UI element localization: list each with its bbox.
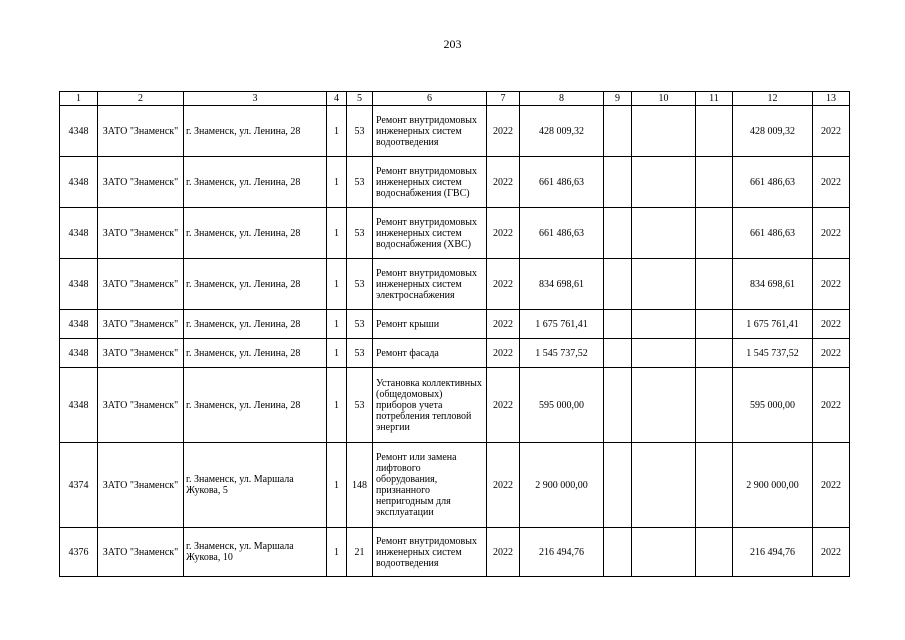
cell-total-cost: 1 545 737,52 bbox=[520, 339, 604, 368]
cell-col10 bbox=[632, 310, 696, 339]
cell-address: г. Знаменск, ул. Маршала Жукова, 5 bbox=[184, 443, 327, 528]
table-row bbox=[60, 259, 850, 310]
table-row bbox=[60, 208, 850, 259]
cell-col10 bbox=[632, 368, 696, 443]
cell-address: г. Знаменск, ул. Ленина, 28 bbox=[184, 259, 327, 310]
table-row bbox=[60, 106, 850, 157]
cell-work-type: Ремонт внутридомовых инженерных систем водоснабжения (ХВС) bbox=[373, 208, 487, 259]
cell-col9 bbox=[604, 106, 632, 157]
column-header: 3 bbox=[184, 92, 327, 106]
cell-object-id: 4348 bbox=[60, 157, 98, 208]
cell-total-cost: 1 675 761,41 bbox=[520, 310, 604, 339]
cell-col9 bbox=[604, 339, 632, 368]
cell-year: 2022 bbox=[487, 339, 520, 368]
cell-col10 bbox=[632, 157, 696, 208]
table-row bbox=[60, 310, 850, 339]
cell-col4: 1 bbox=[327, 106, 347, 157]
cell-col11 bbox=[696, 528, 733, 577]
cell-col9 bbox=[604, 368, 632, 443]
cell-municipality: ЗАТО "Знаменск" bbox=[98, 157, 184, 208]
cell-work-type: Установка коллективных (общедомовых) приборов учета потребления тепловой энергии bbox=[373, 368, 487, 443]
cell-address: г. Знаменск, ул. Маршала Жукова, 10 bbox=[184, 528, 327, 577]
page-number: 203 bbox=[443, 37, 462, 51]
cell-col13: 2022 bbox=[813, 208, 850, 259]
cell-object-id: 4348 bbox=[60, 259, 98, 310]
cell-total-cost: 2 900 000,00 bbox=[520, 443, 604, 528]
column-header: 13 bbox=[813, 92, 850, 106]
cell-col5: 53 bbox=[347, 157, 373, 208]
cell-col11 bbox=[696, 368, 733, 443]
cell-object-id: 4348 bbox=[60, 368, 98, 443]
cell-year: 2022 bbox=[487, 157, 520, 208]
column-header: 11 bbox=[696, 92, 733, 106]
cell-col13: 2022 bbox=[813, 528, 850, 577]
cell-municipality: ЗАТО "Знаменск" bbox=[98, 208, 184, 259]
cell-total-cost: 661 486,63 bbox=[520, 208, 604, 259]
cell-col5: 53 bbox=[347, 106, 373, 157]
cell-object-id: 4348 bbox=[60, 208, 98, 259]
column-header: 12 bbox=[733, 92, 813, 106]
cell-address: г. Знаменск, ул. Ленина, 28 bbox=[184, 368, 327, 443]
cell-total-cost: 834 698,61 bbox=[520, 259, 604, 310]
cell-col9 bbox=[604, 208, 632, 259]
cell-col5: 53 bbox=[347, 339, 373, 368]
cell-address: г. Знаменск, ул. Ленина, 28 bbox=[184, 106, 327, 157]
table-row bbox=[60, 443, 850, 528]
cell-col4: 1 bbox=[327, 368, 347, 443]
cell-col5: 53 bbox=[347, 259, 373, 310]
cell-work-type: Ремонт внутридомовых инженерных систем водоснабжения (ГВС) bbox=[373, 157, 487, 208]
cell-object-id: 4374 bbox=[60, 443, 98, 528]
cell-year: 2022 bbox=[487, 208, 520, 259]
cell-col12: 661 486,63 bbox=[733, 157, 813, 208]
cell-col11 bbox=[696, 443, 733, 528]
cell-col9 bbox=[604, 157, 632, 208]
cell-col10 bbox=[632, 259, 696, 310]
cell-col13: 2022 bbox=[813, 368, 850, 443]
cell-col10 bbox=[632, 208, 696, 259]
cell-year: 2022 bbox=[487, 310, 520, 339]
cell-col13: 2022 bbox=[813, 310, 850, 339]
column-header: 8 bbox=[520, 92, 604, 106]
cell-year: 2022 bbox=[487, 259, 520, 310]
cell-col4: 1 bbox=[327, 259, 347, 310]
cell-address: г. Знаменск, ул. Ленина, 28 bbox=[184, 310, 327, 339]
cell-year: 2022 bbox=[487, 528, 520, 577]
table-row bbox=[60, 368, 850, 443]
cell-object-id: 4348 bbox=[60, 106, 98, 157]
cell-col11 bbox=[696, 259, 733, 310]
cell-col5: 21 bbox=[347, 528, 373, 577]
cell-col13: 2022 bbox=[813, 106, 850, 157]
column-number-row bbox=[60, 92, 850, 106]
cell-year: 2022 bbox=[487, 106, 520, 157]
cell-municipality: ЗАТО "Знаменск" bbox=[98, 528, 184, 577]
column-header: 2 bbox=[98, 92, 184, 106]
column-header: 5 bbox=[347, 92, 373, 106]
cell-object-id: 4348 bbox=[60, 339, 98, 368]
cell-col4: 1 bbox=[327, 339, 347, 368]
cell-municipality: ЗАТО "Знаменск" bbox=[98, 259, 184, 310]
cell-work-type: Ремонт внутридомовых инженерных систем водоотведения bbox=[373, 106, 487, 157]
cell-municipality: ЗАТО "Знаменск" bbox=[98, 368, 184, 443]
cell-col12: 2 900 000,00 bbox=[733, 443, 813, 528]
cell-municipality: ЗАТО "Знаменск" bbox=[98, 106, 184, 157]
cell-col10 bbox=[632, 528, 696, 577]
cell-col5: 148 bbox=[347, 443, 373, 528]
cell-col9 bbox=[604, 310, 632, 339]
column-header: 1 bbox=[60, 92, 98, 106]
cell-col10 bbox=[632, 106, 696, 157]
cell-col5: 53 bbox=[347, 368, 373, 443]
cell-col4: 1 bbox=[327, 310, 347, 339]
cell-col12: 1 675 761,41 bbox=[733, 310, 813, 339]
cell-total-cost: 216 494,76 bbox=[520, 528, 604, 577]
cell-address: г. Знаменск, ул. Ленина, 28 bbox=[184, 339, 327, 368]
cell-col13: 2022 bbox=[813, 339, 850, 368]
column-header: 7 bbox=[487, 92, 520, 106]
cell-col11 bbox=[696, 106, 733, 157]
cell-col12: 216 494,76 bbox=[733, 528, 813, 577]
repair-program-table bbox=[59, 91, 850, 577]
cell-col10 bbox=[632, 443, 696, 528]
cell-col4: 1 bbox=[327, 157, 347, 208]
cell-col12: 834 698,61 bbox=[733, 259, 813, 310]
cell-col12: 1 545 737,52 bbox=[733, 339, 813, 368]
cell-municipality: ЗАТО "Знаменск" bbox=[98, 443, 184, 528]
table-row bbox=[60, 157, 850, 208]
cell-col9 bbox=[604, 443, 632, 528]
cell-total-cost: 661 486,63 bbox=[520, 157, 604, 208]
cell-col4: 1 bbox=[327, 443, 347, 528]
table-row bbox=[60, 528, 850, 577]
column-header: 10 bbox=[632, 92, 696, 106]
cell-col4: 1 bbox=[327, 208, 347, 259]
cell-work-type: Ремонт внутридомовых инженерных систем электроснабжения bbox=[373, 259, 487, 310]
cell-municipality: ЗАТО "Знаменск" bbox=[98, 310, 184, 339]
cell-col9 bbox=[604, 259, 632, 310]
cell-col11 bbox=[696, 157, 733, 208]
cell-municipality: ЗАТО "Знаменск" bbox=[98, 339, 184, 368]
cell-year: 2022 bbox=[487, 443, 520, 528]
column-header: 6 bbox=[373, 92, 487, 106]
cell-address: г. Знаменск, ул. Ленина, 28 bbox=[184, 157, 327, 208]
table-row bbox=[60, 339, 850, 368]
column-header: 9 bbox=[604, 92, 632, 106]
cell-col13: 2022 bbox=[813, 443, 850, 528]
cell-object-id: 4348 bbox=[60, 310, 98, 339]
cell-object-id: 4376 bbox=[60, 528, 98, 577]
cell-col13: 2022 bbox=[813, 259, 850, 310]
cell-col10 bbox=[632, 339, 696, 368]
cell-col11 bbox=[696, 208, 733, 259]
cell-work-type: Ремонт фасада bbox=[373, 339, 487, 368]
column-header: 4 bbox=[327, 92, 347, 106]
cell-col11 bbox=[696, 310, 733, 339]
cell-work-type: Ремонт крыши bbox=[373, 310, 487, 339]
cell-col4: 1 bbox=[327, 528, 347, 577]
cell-total-cost: 428 009,32 bbox=[520, 106, 604, 157]
cell-col9 bbox=[604, 528, 632, 577]
cell-total-cost: 595 000,00 bbox=[520, 368, 604, 443]
cell-work-type: Ремонт внутридомовых инженерных систем водоотведения bbox=[373, 528, 487, 577]
cell-year: 2022 bbox=[487, 368, 520, 443]
cell-col12: 428 009,32 bbox=[733, 106, 813, 157]
cell-work-type: Ремонт или замена лифтового оборудования, признанного непригодным для эксплуатации bbox=[373, 443, 487, 528]
cell-col12: 661 486,63 bbox=[733, 208, 813, 259]
cell-col5: 53 bbox=[347, 310, 373, 339]
cell-col12: 595 000,00 bbox=[733, 368, 813, 443]
cell-col11 bbox=[696, 339, 733, 368]
cell-col5: 53 bbox=[347, 208, 373, 259]
cell-address: г. Знаменск, ул. Ленина, 28 bbox=[184, 208, 327, 259]
cell-col13: 2022 bbox=[813, 157, 850, 208]
